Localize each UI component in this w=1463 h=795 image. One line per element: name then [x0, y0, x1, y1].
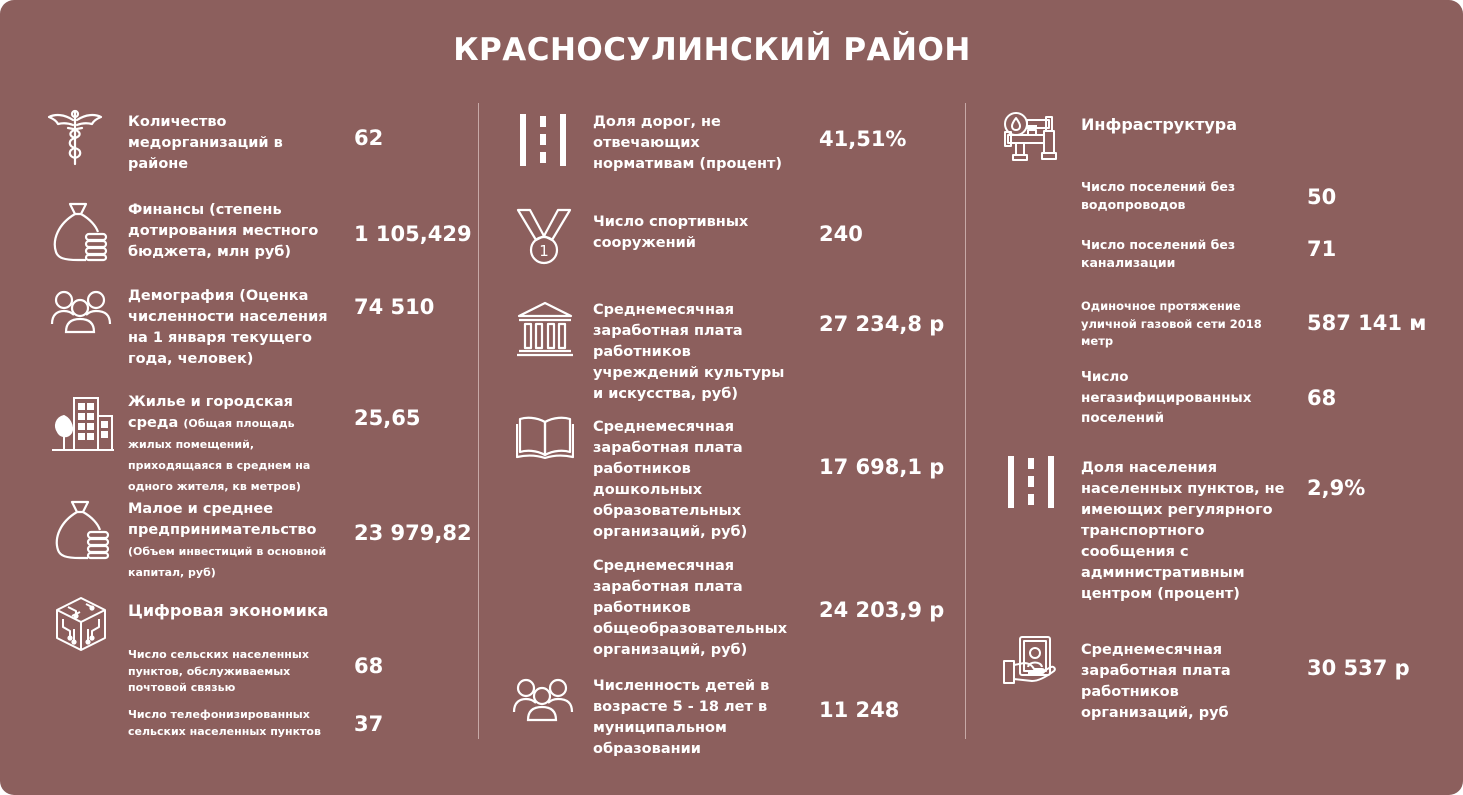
column-divider [478, 103, 479, 739]
preschool-label: Среднемесячная заработная плата работников дошкольных образовательных организаций, руб) [593, 419, 748, 540]
sport-value: 240 [819, 222, 863, 246]
digital-item-value: 37 [354, 712, 384, 736]
book-icon [516, 414, 574, 460]
school-value: 24 203,9 р [819, 598, 945, 622]
sport-label: Число спортивных сооружений [593, 214, 749, 251]
medal-icon [514, 206, 574, 268]
housing-label-main: Жилье и городская среда [128, 394, 293, 431]
digital-item-label: Число сельских населенных пунктов, обслуживаемых почтовой связью [128, 648, 309, 694]
circuit-cube-icon [54, 595, 108, 653]
business-label-main: Малое и среднее предпринимательство [128, 501, 317, 538]
salary-value: 30 537 р [1307, 656, 1410, 680]
school-label: Среднемесячная заработная плата работников общеобразовательных организаций, руб) [593, 558, 788, 658]
culture-label: Среднемесячная заработная плата работников учреждений культуры и искусства, руб) [593, 302, 785, 402]
building-icon [52, 394, 114, 452]
infra-item-value: 71 [1307, 237, 1337, 261]
business-label [128, 499, 338, 583]
business-value: 23 979,82 [354, 521, 472, 545]
pipes-icon [1002, 110, 1058, 166]
business-label-sub: (Объем инвестиций в основной капитал, руб) [128, 545, 327, 579]
page-title: КРАСНОСУЛИНСКИЙ РАЙОН [453, 32, 971, 68]
infra-item-value: 587 141 м [1307, 311, 1427, 335]
culture-value: 27 234,8 р [819, 312, 945, 336]
museum-icon [516, 300, 574, 358]
medorg-label: Количество медорганизаций в районе [128, 114, 283, 172]
people-icon [512, 676, 574, 722]
housing-label [128, 392, 313, 497]
infra-item-label: Число поселений без канализации [1081, 237, 1236, 270]
preschool-value: 17 698,1 р [819, 455, 945, 479]
people-icon [50, 288, 112, 334]
roads-value: 41,51% [819, 127, 907, 151]
money-bag-icon [52, 498, 112, 560]
digital-item-value: 68 [354, 654, 384, 678]
caduceus-icon [46, 108, 104, 166]
transport-label: Доля населения населенных пунктов, не имеющих регулярного транспортного сообщения с административным центром (процент) [1081, 460, 1285, 602]
road-icon [1006, 454, 1056, 510]
finance-label: Финансы (степень дотирования местного бюджета, млн руб) [128, 202, 319, 260]
infra-item-label: Число негазифицированных поселений [1081, 369, 1252, 426]
digital-item-label: Число телефонизированных сельских населенных пунктов [128, 708, 321, 738]
salary-label: Среднемесячная заработная плата работников организаций, руб [1081, 642, 1231, 721]
housing-label-sub: (Общая площадь жилых помещений, приходящаяся в среднем на одного жителя, кв метров) [128, 417, 311, 493]
infra-item-label: Одиночное протяжение уличной газовой сети 2018 метр [1081, 299, 1262, 348]
finance-value: 1 105,429 [354, 222, 472, 246]
infra-item-label: Число поселений без водопроводов [1081, 179, 1236, 212]
column-divider [965, 103, 966, 739]
children-label: Численность детей в возрасте 5 - 18 лет в муниципальном образовании [593, 678, 770, 757]
roads-label: Доля дорог, не отвечающих нормативам (процент) [593, 114, 783, 172]
children-value: 11 248 [819, 698, 900, 722]
demography-label: Демография (Оценка численности населения на 1 января текущего года, человек) [128, 288, 328, 367]
infra-heading: Инфраструктура [1081, 115, 1238, 134]
money-bag-icon [50, 200, 110, 262]
svg-text:1: 1 [539, 242, 549, 260]
infra-item-value: 50 [1307, 185, 1337, 209]
transport-value: 2,9% [1307, 476, 1366, 500]
demography-value: 74 510 [354, 295, 435, 319]
medorg-value: 62 [354, 126, 384, 150]
housing-value: 25,65 [354, 406, 421, 430]
money-hand-icon [1002, 635, 1058, 687]
road-icon [518, 112, 568, 168]
infra-item-value: 68 [1307, 386, 1337, 410]
digital-heading: Цифровая экономика [128, 601, 329, 620]
